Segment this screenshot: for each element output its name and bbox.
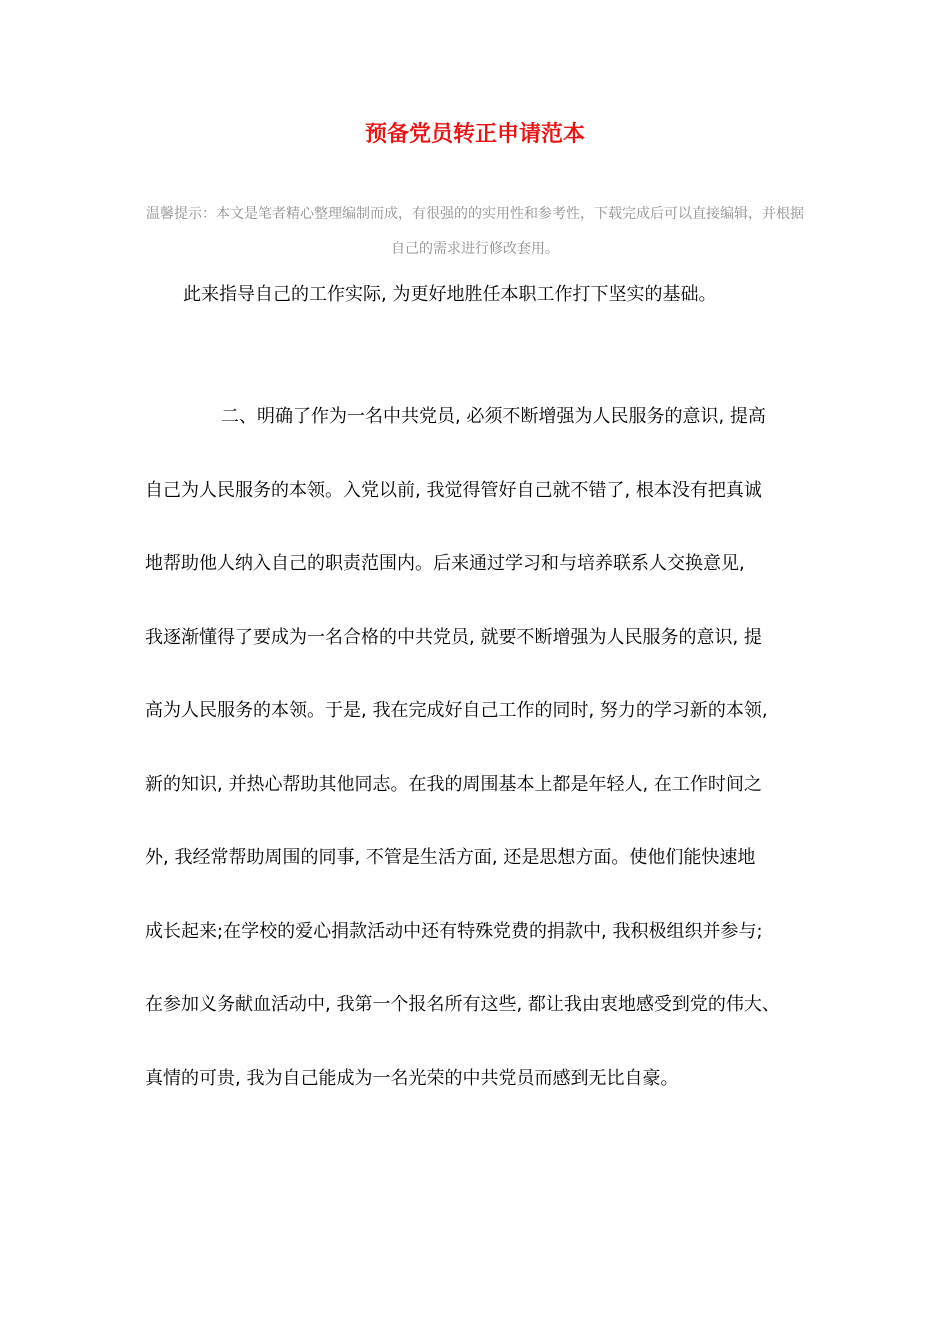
document-title: 预备党员转正申请范本 [364,122,585,147]
body-line: 自己为人民服务的本领。入党以前, 我觉得管好自己就不错了, 根本没有把真诚 [145,479,762,501]
body-line: 外, 我经常帮助周围的同事, 不管是生活方面, 还是思想方面。使他们能快速地 [145,847,756,868]
tip-note: 温馨提示：本文是笔者精心整理编制而成，有很强的的实用性和参考性，下载完成后可以直接编辑，并根据自己的需求进行修改套用。 [146,206,804,257]
body-line: 我逐渐懂得了要成为一名合格的中共党员, 就要不断增强为人民服务的意识, 提 [145,626,762,648]
body-line: 真情的可贵, 我为自己能成为一名光荣的中共党员而感到无比自豪。 [145,1067,679,1089]
body-line: 地帮助他人纳入自己的职责范围内。后来通过学习和与培养联系人交换意见, [145,553,745,574]
body-line: 在参加义务献血活动中, 我第一个报名所有这些, 都让我由衷地感受到党的伟大、 [145,994,780,1015]
body-paragraph [145,397,810,1132]
body-line: 二、明确了作为一名中共党员, 必须不断增强为人民服务的意识, 提高 [221,406,766,427]
body-line: 高为人民服务的本领。于是, 我在完成好自己工作的同时, 努力的学习新的本领, [145,700,768,721]
body-line: 成长起来;在学校的爱心捐款活动中还有特殊党费的捐款中, 我积极组织并参与; [145,920,763,942]
lead-paragraph: 此来指导自己的工作实际, 为更好地胜任本职工作打下坚实的基础。 [183,284,717,305]
body-line: 新的知识, 并热心帮助其他同志。在我的周围基本上都是年轻人, 在工作时间之 [145,773,762,795]
